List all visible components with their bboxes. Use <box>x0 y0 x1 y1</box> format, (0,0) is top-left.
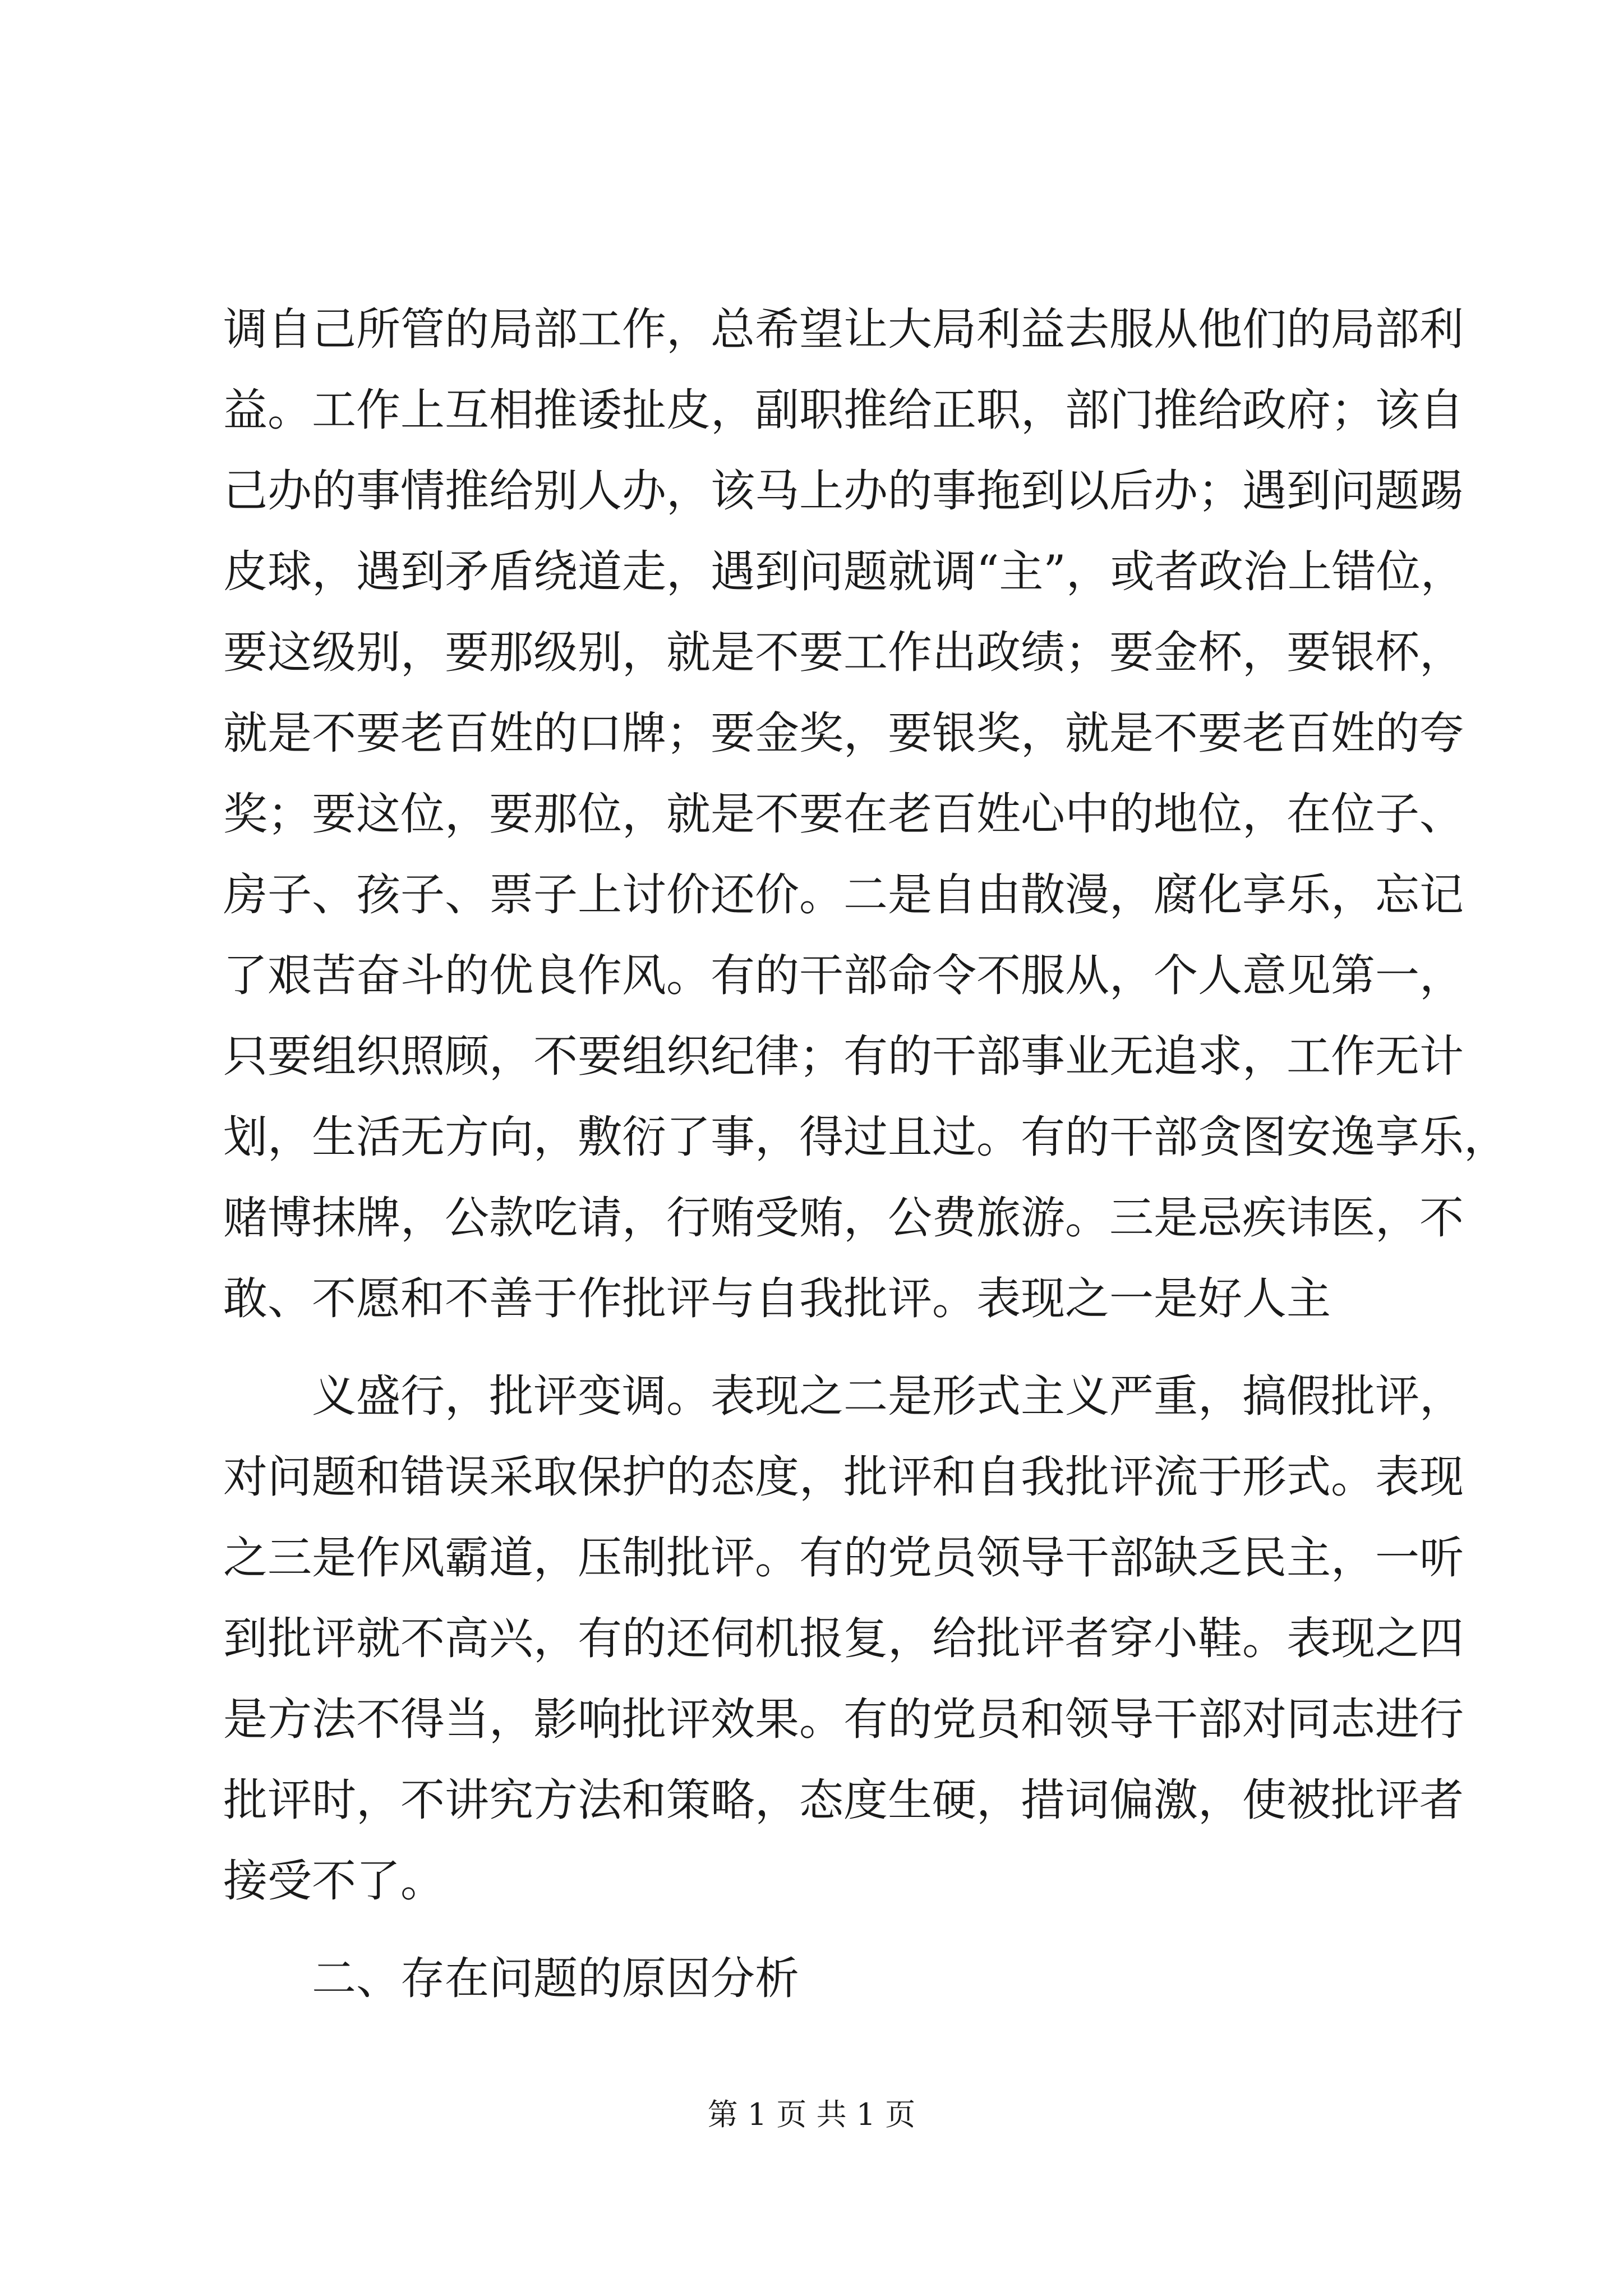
text-line: 己办的事情推给别人办，该马上办的事拖到以后办；遇到问题踢 <box>223 465 1464 517</box>
text-line: 房子、孩子、票子上讨价还价。二是自由散漫，腐化享乐，忘记 <box>223 869 1464 921</box>
text-line: 益。工作上互相推诿扯皮，副职推给正职，部门推给政府；该自 <box>223 384 1464 436</box>
page-footer <box>0 2092 1623 2137</box>
text-line: 对问题和错误采取保护的态度，批评和自我批评流于形式。表现 <box>223 1451 1464 1503</box>
text-line: 敢、不愿和不善于作批评与自我批评。表现之一是好人主 <box>223 1273 1331 1324</box>
paragraph-gap <box>223 1921 1429 1938</box>
text-line: 赌博抹牌，公款吃请，行贿受贿，公费旅游。三是忌疾讳医，不 <box>223 1192 1464 1244</box>
text-line: 了艰苦奋斗的优良作风。有的干部命令不服从，个人意见第一， <box>223 950 1464 1001</box>
section-heading: 二、存在问题的原因分析 <box>312 1953 799 2004</box>
paragraph-gap <box>223 1339 1429 1356</box>
text-line: 是方法不得当，影响批评效果。有的党员和领导干部对同志进行 <box>223 1694 1464 1745</box>
text-line: 接受不了。 <box>223 1855 445 1907</box>
text-line: 之三是作风霸道，压制批评。有的党员领导干部缺乏民主，一听 <box>223 1532 1464 1584</box>
text-line: 划，生活无方向，敷衍了事，得过且过。有的干部贪图安逸享乐， <box>223 1111 1508 1163</box>
text-line: 皮球，遇到矛盾绕道走，遇到问题就调“主”，或者政治上错位， <box>223 546 1465 597</box>
text-line: 批评时，不讲究方法和策略，态度生硬，措词偏激，使被批评者 <box>223 1774 1464 1826</box>
text-line: 就是不要老百姓的口牌；要金奖，要银奖，就是不要老百姓的夸 <box>223 707 1464 759</box>
document-body <box>223 289 1508 2019</box>
text-line: 奖；要这位，要那位，就是不要在老百姓心中的地位，在位子、 <box>223 788 1464 840</box>
text-line: 到批评就不高兴，有的还伺机报复，给批评者穿小鞋。表现之四 <box>223 1613 1464 1664</box>
page-number-label: 第 1 页 共 1 页 <box>707 2097 916 2132</box>
text-line: 要这级别，要那级别，就是不要工作出政绩；要金杯，要银杯， <box>223 627 1464 678</box>
text-line: 调自己所管的局部工作，总希望让大局利益去服从他们的局部利 <box>223 303 1464 355</box>
text-line: 只要组织照顾，不要组织纪律；有的干部事业无追求，工作无计 <box>223 1030 1464 1082</box>
text-line: 义盛行，批评变调。表现之二是形式主义严重，搞假批评， <box>312 1370 1464 1422</box>
